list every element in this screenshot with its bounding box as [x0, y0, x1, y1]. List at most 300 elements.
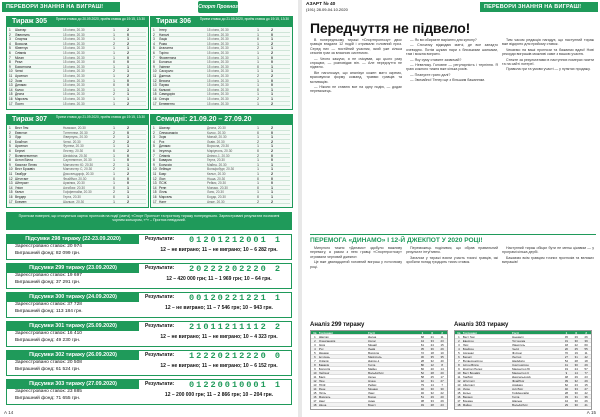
- match-info: Дюссельдорф, 20.30: [63, 171, 94, 176]
- prediction: 1: [257, 83, 259, 88]
- match-info: 15 січня, 20.30: [63, 96, 85, 101]
- home-team: Марсель: [15, 96, 29, 101]
- match-number: 3: [153, 135, 155, 140]
- analysis-cell: Лілль: [318, 391, 327, 394]
- home-team: Мілан: [15, 55, 24, 60]
- article-paragraph: Тим часом редакція нагадує, що наступний тираж вже відкрито для прийому ставок.: [502, 38, 594, 47]
- prediction: X: [112, 176, 116, 181]
- analysis-cell: Фрайбург: [512, 379, 525, 382]
- analysis-cell: 32: [430, 359, 434, 362]
- match-info: Ньюкасл, 20.30: [63, 126, 86, 130]
- result: 1: [127, 46, 129, 51]
- analysis-cell: Шальке: [512, 399, 523, 402]
- match-number: 7: [9, 55, 11, 60]
- home-team: Кельн: [15, 190, 24, 194]
- match-number: 17: [153, 199, 157, 204]
- analysis-cell: 23: [574, 383, 578, 386]
- analysis-cell: Бернлі: [462, 355, 472, 358]
- result: 0: [271, 158, 273, 163]
- jackpot-paragraph: Це вже дванадцятий головний виграш у поточному році.: [310, 260, 402, 269]
- analysis-cell: 28: [430, 371, 434, 374]
- analysis-cell: 51: [420, 395, 424, 398]
- result: 0: [271, 78, 273, 83]
- home-team: Нант: [159, 199, 167, 204]
- analysis-cell: 48: [564, 375, 568, 378]
- result: 1: [127, 190, 129, 195]
- jackpot-column: [406, 246, 498, 318]
- draw-title: Тираж 307: [12, 116, 48, 123]
- match-info: Дніпро-1, 20.30: [207, 153, 230, 158]
- match-number: 6: [153, 50, 155, 55]
- draw-deadline-note: Прием ставок до 21.09.2020, приём ставок до 19:15, 13:30: [199, 17, 289, 21]
- match-number: 13: [153, 181, 157, 186]
- prediction: 2: [113, 69, 115, 74]
- article-paragraph: Правила гри та умови участі — у пунктах продажу.: [506, 67, 591, 72]
- match-info: 15 січня, 20.30: [63, 28, 85, 32]
- left-page: [0, 0, 298, 417]
- prediction: 1: [113, 126, 115, 130]
- match-number: 5: [9, 144, 11, 149]
- match-number: 4: [9, 41, 11, 46]
- analysis-cell: 25: [574, 347, 578, 350]
- analysis-cell: 9: [565, 371, 568, 374]
- analysis-cell: 29: [574, 375, 578, 378]
- result-digits: 01220010001 1: [189, 380, 283, 390]
- analysis-cell: Десна: [368, 335, 377, 338]
- analysis-cell: 28: [420, 359, 424, 362]
- prediction: 2: [257, 153, 259, 158]
- result: 0: [271, 60, 273, 65]
- bets-registered: Зареєстровано ставок: 37 728: [15, 302, 82, 307]
- result: 0: [127, 32, 129, 37]
- home-team: Олімпік: [159, 153, 171, 158]
- analysis-cell: 6: [458, 355, 460, 358]
- results-label: Результати:: [145, 236, 175, 242]
- results-label: Результати:: [145, 381, 175, 387]
- match-number: 10: [153, 69, 157, 74]
- result: 2: [127, 139, 129, 144]
- analysis-cell: Баєр: [318, 375, 326, 378]
- analysis-cell: 1: [314, 335, 316, 338]
- result: 1: [271, 92, 273, 97]
- analysis-cell: Рух: [318, 347, 324, 350]
- match-info: Гоффенгайм, 20.30: [63, 190, 92, 194]
- match-info: 15 січня, 20.30: [207, 87, 229, 92]
- match-info: Герта, 20.30: [63, 194, 81, 199]
- prediction: 1: [113, 46, 115, 51]
- home-team: Реал: [15, 60, 23, 64]
- home-team: Ліверпуль: [15, 32, 30, 37]
- draw-title: Тираж 305: [12, 18, 48, 25]
- home-team: Челсі: [15, 69, 23, 73]
- match-info: 15 січня, 20.30: [63, 64, 85, 69]
- analysis-cell: 40: [564, 387, 568, 390]
- match-info: 15 січня, 20.30: [207, 96, 229, 101]
- analysis-cell: Минай: [368, 343, 377, 346]
- match-info: Фрайбург, 20.30: [63, 176, 87, 181]
- draw-result-block: [6, 321, 292, 347]
- home-team: Марсель: [159, 194, 173, 199]
- analysis-cell: 20: [440, 395, 444, 398]
- left-section-banner: [2, 2, 120, 12]
- analysis-cell: 32: [430, 391, 434, 394]
- analysis-cell: 29: [584, 379, 588, 382]
- analysis-cell: 12: [313, 379, 317, 382]
- result: 1: [271, 144, 273, 149]
- prediction: 1: [257, 55, 259, 60]
- analysis-cell: Кельн: [368, 375, 376, 378]
- result-title: Підсумки 302 тиражу (26.09.2020): [7, 351, 139, 360]
- match-info: 15 січня, 20.30: [207, 55, 229, 60]
- analysis-cell: 27: [564, 355, 568, 358]
- analysis-cell: 11: [313, 375, 317, 378]
- analysis-cell: 39: [584, 339, 588, 342]
- analysis-cell: 62: [564, 383, 568, 386]
- analysis-cell: 35: [430, 355, 434, 358]
- analysis-cell: Кристал Пелес: [462, 367, 483, 370]
- result-title: Підсумки 298 тиражу (22-23.09.2020): [7, 235, 139, 244]
- home-team: Лейпциг: [159, 167, 172, 171]
- analysis-cell: 79: [420, 383, 424, 386]
- match-info: Маріуполь, 20.30: [207, 148, 233, 153]
- analysis-cell: Ліверпуль: [512, 343, 526, 346]
- result: 0: [127, 78, 129, 83]
- article-paragraph: — Як ви обираєте варіанти для купону?: [410, 38, 477, 42]
- analysis-cell: 12: [430, 363, 434, 366]
- match-number: 1: [9, 126, 11, 130]
- draw-table: [150, 16, 293, 110]
- analysis-cell: Брайтон: [462, 347, 474, 350]
- prediction: X: [112, 60, 116, 65]
- results-label: Результати:: [145, 323, 175, 329]
- home-team: Бернлі: [15, 148, 25, 153]
- home-team: Спартак: [15, 37, 28, 41]
- results-label: Результати:: [145, 352, 175, 358]
- draw-result-block: [6, 263, 292, 289]
- match-info: 15 січня, 20.30: [207, 92, 229, 96]
- home-team: Брайтон: [15, 139, 28, 144]
- issue-info: [306, 2, 348, 12]
- analysis-cell: Манчестер С: [512, 371, 530, 374]
- match-number: 13: [9, 181, 13, 186]
- analysis-cell: 3: [314, 343, 316, 346]
- result: 2: [271, 41, 273, 46]
- article-paragraph: — Яку суму ставите зазвичай?: [410, 57, 462, 62]
- analysis-cell: 57: [584, 367, 588, 370]
- jackpot-column: [310, 246, 402, 318]
- match-number: 5: [9, 46, 11, 51]
- bets-registered: Зареєстровано ставок: 23 885: [15, 389, 82, 394]
- home-team: Десна: [15, 92, 25, 96]
- result: 0: [271, 55, 273, 60]
- analysis-cell: Брест: [368, 403, 376, 406]
- analysis-cell: 16: [313, 395, 317, 398]
- analysis-cell: 17: [440, 375, 444, 378]
- bets-registered: Зареєстровано ставок: 20 974: [15, 244, 82, 249]
- article-paragraph: — Чесно кажучи, я не очікував, що цього разу спрацює, — розповідає він. — Але передчуття не підвело.: [310, 56, 402, 70]
- analysis-cell: 58: [420, 375, 424, 378]
- result: 1: [271, 37, 273, 42]
- analysis-cell: Манчестер Ю: [512, 367, 531, 370]
- match-info: Арміния, 20.30: [63, 181, 85, 185]
- analysis-cell: 36: [584, 395, 588, 398]
- result: 1: [127, 92, 129, 97]
- analysis-cell: 23: [584, 375, 588, 378]
- analysis-cell: Гоффенгайм: [512, 391, 529, 394]
- draw-rows: [7, 27, 148, 107]
- prediction: X: [256, 194, 260, 199]
- article-paragraph: — Плануєте грати далі?: [410, 72, 451, 77]
- result: 1: [127, 37, 129, 42]
- result: 0: [127, 130, 129, 135]
- analysis-cell: Майнц: [462, 403, 472, 406]
- analysis-cell: Астон Вілла: [462, 363, 479, 366]
- prediction: 1: [257, 69, 259, 74]
- article-paragraph: — Ніколи не ставлю все на одну подію, — додає переможець.: [310, 85, 402, 94]
- result-title: Підсумки 299 тиражу (23.09.2020): [7, 264, 139, 273]
- home-team: Вулвергемптон: [15, 153, 38, 158]
- match-number: 14: [153, 185, 157, 190]
- analysis-cell: 27: [440, 379, 444, 382]
- home-team: Лаціо: [159, 37, 168, 41]
- analysis-cell: 29: [440, 347, 444, 350]
- prediction: 2: [257, 46, 259, 51]
- analysis-cell: 41: [564, 363, 568, 366]
- result: 1: [127, 144, 129, 149]
- analysis-cell: Лідс: [462, 343, 469, 346]
- draw-row: [153, 200, 290, 205]
- match-info: Кельн, 20.30: [207, 171, 226, 176]
- analysis-cell: 11: [440, 335, 444, 338]
- match-number: 11: [9, 171, 13, 176]
- analysis-cell: Вулвергемптон: [462, 359, 483, 362]
- result: 2: [271, 199, 273, 204]
- jackpot-headline: ПЕРЕМОГА «ДИНАМО» І 12-Й ДЖЕКПОТ У 2020 РОЦІ!: [310, 234, 596, 244]
- prize-breakdown: 12 – 420 000 грн; 11 – 1 969 грн; 10 – 64 грн.: [166, 276, 272, 282]
- match-number: 15: [9, 190, 13, 195]
- jackpot-paragraph: Бажаємо всім гравцям точних прогнозів та великих виграшів!: [502, 255, 594, 265]
- analysis-cell: 31: [430, 379, 434, 382]
- analysis-cell: Тоттенгем: [512, 339, 526, 342]
- result: 1: [271, 190, 273, 195]
- result: 2: [127, 199, 129, 204]
- match-info: Анже, 20.30: [207, 199, 225, 204]
- prediction: 1: [257, 41, 259, 46]
- prediction: 1: [113, 101, 115, 106]
- analysis-cell: 49: [420, 403, 424, 406]
- prediction: 1: [257, 135, 259, 140]
- result-digits: 21011211112 2: [189, 322, 283, 332]
- analysis-cell: 22: [440, 391, 444, 394]
- draw-table: [6, 114, 149, 208]
- match-info: 15 січня, 20.30: [63, 50, 85, 55]
- analysis-cell: 9: [458, 367, 460, 370]
- match-number: 10: [9, 69, 13, 74]
- analysis-cell: 12: [457, 379, 461, 382]
- match-info: 15 січня, 20.30: [63, 69, 85, 73]
- match-number: 13: [9, 83, 13, 88]
- match-number: 16: [9, 194, 13, 199]
- results-label: Результати:: [145, 265, 175, 271]
- home-team: Сассуоло: [159, 69, 174, 73]
- home-team: Боруссія: [159, 162, 172, 167]
- match-number: 2: [9, 130, 11, 135]
- prediction: 1: [113, 55, 115, 60]
- draw-table-header: [7, 17, 148, 27]
- match-info: 15 січня, 20.30: [63, 101, 85, 106]
- prediction: 1: [257, 190, 259, 195]
- analysis-cell: 8: [314, 363, 316, 366]
- article-headline: Передчуття не підвело!: [310, 20, 471, 36]
- analysis-cell: 33: [430, 399, 434, 402]
- match-number: 4: [9, 139, 11, 144]
- prediction: 2: [257, 139, 259, 144]
- result: 2: [127, 28, 129, 32]
- result: 0: [271, 83, 273, 88]
- match-info: Ніцца, 20.30: [207, 176, 226, 181]
- result: 1: [271, 185, 273, 190]
- match-info: Бордо, 20.30: [207, 194, 226, 199]
- analysis-cell: Бремен: [462, 399, 473, 402]
- result-digits: 00120221221 1: [189, 293, 283, 303]
- prize-breakdown: 12 – не виграно; 11 – не виграно; 10 – 6 152 грн.: [160, 363, 278, 369]
- prediction: 1: [113, 158, 115, 163]
- analysis-cell: 14: [430, 383, 434, 386]
- article-paragraph: Стежте за результатами в наступних номерах газети та на сайті лотереї.: [502, 57, 594, 67]
- prediction: 1: [113, 78, 115, 83]
- match-info: 15 січня, 20.30: [207, 28, 229, 32]
- analysis-cell: Марсель: [318, 395, 331, 398]
- home-team: Бавария: [159, 158, 172, 162]
- home-team: Ренн: [159, 185, 167, 190]
- analysis-cell: 30: [574, 399, 578, 402]
- match-number: 6: [9, 50, 11, 55]
- analysis-cell: 41: [584, 403, 588, 406]
- analysis-cell: 36: [430, 347, 434, 350]
- analysis-cell: Вест Гем: [462, 335, 475, 338]
- home-team: Штутгарт: [15, 176, 29, 181]
- analysis-cell: 39: [564, 379, 568, 382]
- analysis-cell: 14: [440, 367, 444, 370]
- match-number: 7: [153, 55, 155, 60]
- analysis-cell: 5: [458, 351, 460, 354]
- home-team: Зоря: [15, 78, 23, 83]
- match-number: 17: [9, 199, 13, 204]
- article-column: [406, 38, 498, 230]
- prediction: 1: [257, 50, 259, 55]
- analysis-cell: 70: [564, 351, 568, 354]
- result: 0: [127, 60, 129, 65]
- home-team: Рух: [159, 139, 165, 144]
- analysis-cell: 55: [584, 347, 588, 350]
- result: 2: [271, 73, 273, 78]
- result: 1: [127, 96, 129, 101]
- match-info: 15 січня, 20.30: [207, 50, 229, 55]
- draw-table: [150, 114, 293, 208]
- home-team: Болонья: [159, 60, 172, 64]
- prediction: X: [256, 37, 260, 42]
- prediction: 1: [257, 78, 259, 83]
- match-info: 15 січня, 20.30: [207, 64, 229, 69]
- analysis-cell: 18: [457, 403, 461, 406]
- match-number: 1: [9, 28, 11, 32]
- analysis-cell: Лестер: [512, 355, 522, 358]
- analysis-cell: 18: [430, 351, 434, 354]
- match-info: Реймс, 20.30: [207, 181, 227, 185]
- match-number: 9: [9, 162, 11, 167]
- analysis-cell: 8: [441, 363, 443, 366]
- analysis-cell: 28: [574, 359, 578, 362]
- match-number: 1: [153, 126, 155, 130]
- match-number: 7: [9, 153, 11, 158]
- match-info: 15 січня, 20.30: [63, 41, 85, 46]
- prediction: 1: [113, 28, 115, 32]
- analysis-cell: Анже: [368, 399, 376, 402]
- analysis-cell: 14: [457, 387, 461, 390]
- analysis-cell: 29: [430, 395, 434, 398]
- analysis-cell: 68: [420, 335, 424, 338]
- home-team: Спеція: [159, 96, 170, 101]
- article-paragraph: Чекаємо на ваші прогнози та бажаємо вдачі! Нові рекорди виграшів можливі саме з вашою участю.: [502, 47, 594, 57]
- issue-dates: (191) 28.09-04.10.2020: [306, 7, 348, 12]
- analysis-cell: Майнц: [368, 367, 377, 370]
- analysis-cell: Вест Бромвіч: [462, 371, 481, 374]
- result: 2: [127, 171, 129, 176]
- match-info: 15 січня, 20.30: [63, 46, 85, 50]
- analysis-cell: 18: [564, 343, 568, 346]
- article-column: [502, 38, 594, 230]
- analysis-cell: Зоря: [318, 343, 326, 346]
- analysis-cell: 54: [564, 359, 568, 362]
- result: 1: [271, 194, 273, 199]
- match-number: 15: [153, 190, 157, 195]
- match-number: 12: [153, 176, 157, 181]
- analysis-cell: 30: [440, 387, 444, 390]
- analysis-cell: Лейпциг: [318, 371, 330, 374]
- match-info: 15 січня, 20.30: [207, 41, 229, 46]
- match-number: 14: [9, 185, 13, 190]
- draw-result-block: [6, 350, 292, 376]
- prediction: 1: [113, 96, 115, 101]
- match-number: 9: [153, 64, 155, 69]
- home-team: ПСЖ: [159, 181, 167, 185]
- match-info: Монако, 20.30: [207, 185, 228, 190]
- match-info: Тоттенгем, 20.30: [63, 130, 88, 135]
- analysis-cell: Реймс: [368, 383, 377, 386]
- analysis-cell: Герта: [368, 363, 376, 366]
- analysis-cell: 15: [584, 383, 588, 386]
- analysis-cell: Львів: [368, 347, 376, 350]
- match-info: 15 січня, 20.30: [63, 60, 85, 64]
- prediction: 1: [113, 87, 115, 92]
- match-info: Челсі, 20.30: [63, 139, 81, 144]
- draw-result-block: [6, 234, 292, 260]
- analysis-cell: 20: [564, 347, 568, 350]
- analysis-header-cell: Господарі: [318, 331, 333, 334]
- analysis-cell: Вольфсбург: [512, 403, 528, 406]
- prediction: 1: [257, 158, 259, 163]
- match-info: 15 січня, 20.30: [207, 73, 229, 78]
- home-team: Інгулець: [159, 148, 172, 153]
- analysis-cell: Ньюкасл: [512, 335, 524, 338]
- analysis-cell: 42: [584, 355, 588, 358]
- draw-table-header: [151, 17, 292, 27]
- article-paragraph: — Невелику. Головне — регулярність і терпіння. Я граю кожного тижня вже кілька років.: [406, 63, 498, 72]
- analysis-cell: 35: [440, 355, 444, 358]
- prediction: 1: [257, 60, 259, 65]
- analysis-cell: 33: [574, 387, 578, 390]
- draw-title: Тираж 306: [156, 18, 192, 25]
